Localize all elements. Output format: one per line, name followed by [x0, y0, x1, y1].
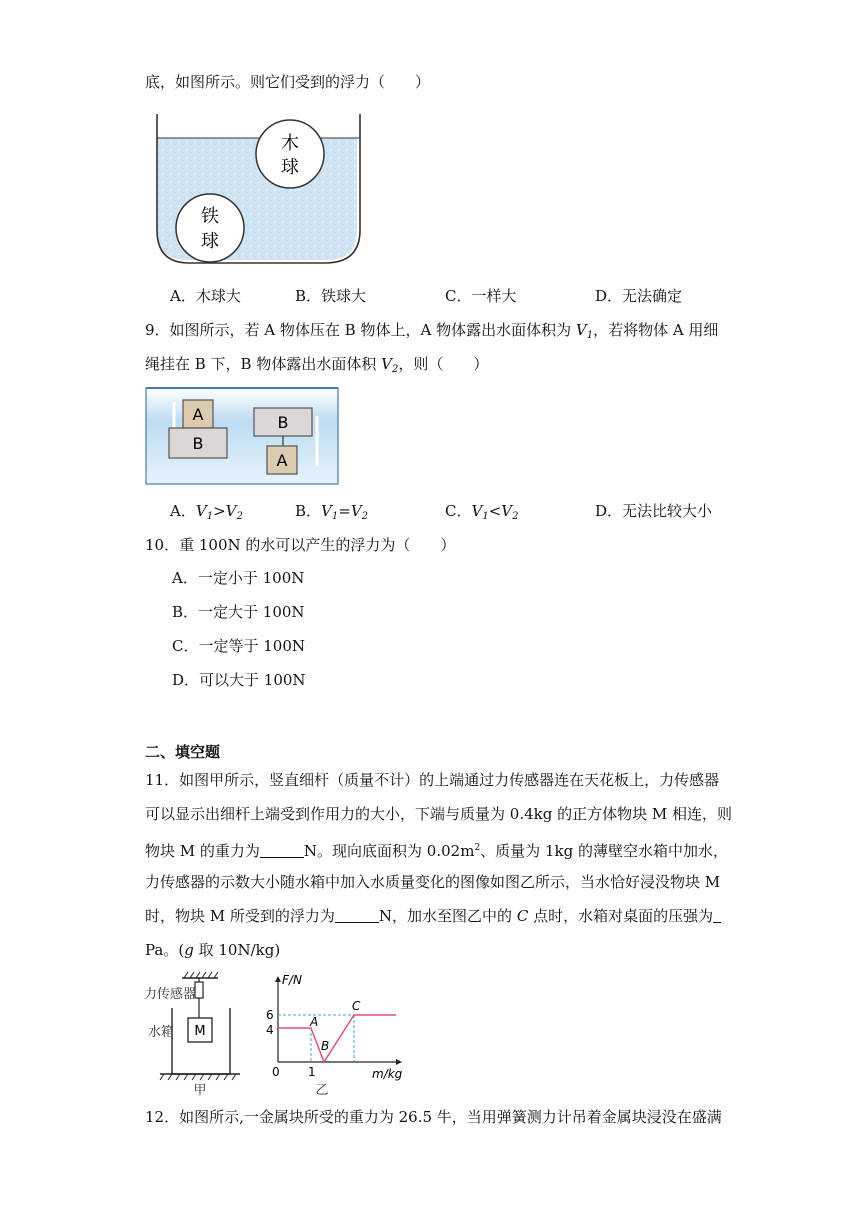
q9-option-d: D．无法比较大小: [595, 502, 713, 520]
q8-option-a: A．木球大: [170, 287, 241, 305]
svg-text:4: 4: [266, 1023, 274, 1037]
q8-option-b: B．铁球大: [295, 287, 367, 305]
q11-line6: Pa。(g 取 10N/kg): [145, 941, 281, 959]
svg-text:6: 6: [266, 1008, 274, 1022]
q10-option-d: D．可以大于 100N: [172, 671, 306, 689]
q10-option-c: C．一定等于 100N: [172, 637, 306, 655]
q9-option-c: C．$V_1<V_2$: [445, 502, 519, 522]
svg-text:B: B: [277, 413, 289, 432]
q8-figure: [145, 108, 370, 270]
caption-jia: 甲: [193, 1083, 207, 1098]
svg-text:M: M: [194, 1024, 206, 1039]
q8-option-c: C．一样大: [445, 287, 517, 305]
svg-text:B: B: [192, 434, 204, 453]
svg-text:B: B: [321, 1039, 330, 1053]
q9-option-a: A．$V_1>V_2$: [170, 502, 243, 522]
q10-stem: 10．重 100N 的水可以产生的浮力为（ ）: [145, 536, 456, 554]
q12-line1: 12．如图所示,一金属块所受的重力为 26.5 牛，当用弹簧测力计吊着金属块浸没在盛满: [145, 1108, 722, 1126]
q11-line4: 力传感器的示数大小随水箱中加入水质量变化的图像如图乙所示，当水恰好浸没物块 M: [145, 873, 721, 891]
q8-option-d: D．无法确定: [595, 287, 683, 305]
q11-figure-yi: [258, 970, 408, 1098]
q8-stem-tail: 底，如图所示。则它们受到的浮力（ ）: [145, 73, 431, 91]
svg-text:0: 0: [272, 1065, 280, 1079]
q10-option-a: A．一定小于 100N: [172, 569, 305, 587]
q9-stem-line1: 9．如图所示，若 A 物体压在 B 物体上，A 物体露出水面体积为 $V_1$，若将物体 A 用细: [145, 321, 719, 341]
q11-line3: 物块 M 的重力为 N。现向底面积为 $0.02m^2$、质量为 1kg 的薄壁空水箱中加水，: [145, 842, 728, 860]
svg-text:A: A: [276, 451, 288, 470]
iron-label-2: 球: [201, 231, 219, 252]
q11-line5: 时，物块 M 所受到的浮力为 N，加水至图乙中的 C 点时，水箱对桌面的压强为: [145, 906, 721, 926]
force-curve: [278, 1015, 396, 1062]
sensor-label: 力传感器: [144, 987, 197, 1002]
wood-label-1: 木: [281, 133, 299, 154]
wood-label-2: 球: [281, 157, 299, 178]
q11-line2: 可以显示出细杆上端受到作用力的大小，下端与质量为 0.4kg 的正方体物块 M 相连，则: [145, 805, 732, 823]
svg-text:m/kg: m/kg: [372, 1067, 403, 1081]
svg-text:A: A: [192, 405, 204, 424]
q11-figure-jia: [140, 970, 250, 1098]
q10-option-b: B．一定大于 100N: [172, 603, 305, 621]
iron-label-1: 铁: [201, 206, 219, 227]
section-heading: 二、填空题: [145, 743, 221, 761]
svg-text:C: C: [352, 999, 361, 1013]
caption-yi: 乙: [315, 1083, 329, 1098]
q9-option-b: B．$V_1=V_2$: [295, 502, 369, 522]
q9-stem-line2: 绳挂在 B 下，B 物体露出水面体积 $V_2$，则（ ）: [145, 355, 489, 375]
answer-blank-2[interactable]: [335, 908, 379, 923]
tank-label: 水箱: [148, 1025, 175, 1040]
q11-line1: 11．如图甲所示，竖直细杆（质量不计）的上端通过力传感器连在天花板上，力传感器: [145, 771, 720, 789]
answer-blank-3[interactable]: [713, 908, 721, 923]
force-sensor: [195, 982, 203, 998]
svg-text:A: A: [310, 1015, 319, 1029]
svg-text:F/N: F/N: [282, 973, 302, 987]
q9-figure: [145, 386, 340, 486]
svg-text:1: 1: [308, 1065, 316, 1079]
answer-blank-1[interactable]: [260, 843, 304, 858]
